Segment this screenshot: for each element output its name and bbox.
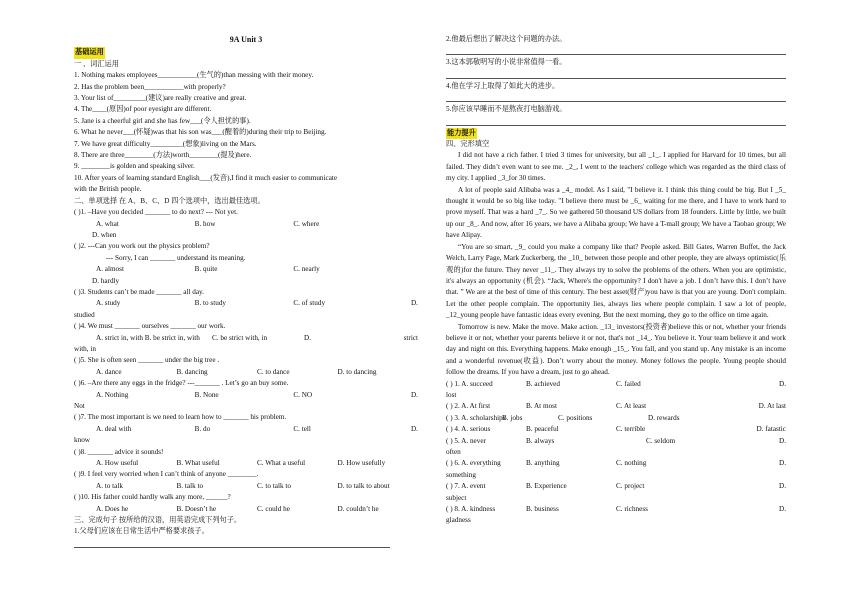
vocab-item: 2. Has the problem been___________with properly? [74, 82, 226, 91]
mc-option: A. Does he [96, 504, 129, 513]
cloze-option: B. Experience [526, 482, 567, 491]
cloze-option-wrap: gladness [446, 516, 471, 525]
mc-option: D. How usefully [337, 459, 386, 468]
vocab-item: 7. We have great difficulty_________(想象)living on the Mars. [74, 139, 257, 148]
cloze-option: D. At last [758, 402, 786, 411]
cloze-option: C. positions [558, 413, 593, 422]
translate-item: 2.他最后想出了解决这个问题的办法。 [446, 35, 567, 43]
mc-option: A. strict in, with B. be strict in, with [96, 333, 200, 342]
mc-option: C. to dance [257, 367, 290, 376]
mc-question: ( )1. –Have you decided _______ to do next? --- Not yet. [74, 208, 238, 217]
answer-line[interactable] [446, 45, 786, 55]
mc-option: B. What useful [176, 459, 220, 468]
mc-option: D. when [92, 230, 117, 239]
answer-line[interactable] [74, 538, 390, 548]
mc-option: B. talk to [176, 481, 204, 490]
cloze-option: C. richness [616, 505, 648, 514]
cloze-option-wrap: something [446, 470, 476, 479]
mc-question: ( )4. We must _______ ourselves _______ our work. [74, 322, 226, 331]
translate-item: 4.他在学习上取得了如此大的进步。 [446, 81, 560, 90]
cloze-option: C. At least [616, 402, 647, 411]
vocab-item: 9. ________is golden and speaking silver. [74, 162, 195, 171]
cloze-options [446, 379, 786, 390]
mc-option: A. to talk [96, 481, 123, 490]
cloze-option: ( ) 5. A. never [446, 436, 486, 445]
mc-option: C. What a useful [257, 459, 306, 468]
mc-option: A. dance [96, 367, 122, 376]
mc-options [74, 504, 418, 515]
translate-item: 1.父母们应该在日常生活中严格要求孩子。 [74, 527, 209, 536]
mc-option: D. [304, 333, 311, 342]
answer-line[interactable] [446, 92, 786, 102]
mc-option: A. study [96, 299, 121, 308]
cloze-options [446, 424, 786, 435]
cloze-paragraph: “You are so smart, _9_ could you make a company like that? People asked. Bill Gates, Warren Buffet, the Jack Welch, Larry Page, Mark Zuckerberg, the _10_ between those people and other people, they are always optimistic(乐观的)for the future. They never _11_. They always try to solve the problems of the others. When you are optimistic, it's always an opportunity (机会). “Jack, Where's the opportunity? I don't have a job. I don’t have this. I don’t have that. ” We are at the best of time of this century. The best asset(财产)you have is that you are young. Don't complain. Let the other people complain. The opportunity lies, always lies where people complain. I saw a lot of people, _12_young people have fantastic ideas every evening. But the next morning, they go to the office on time again. [446, 242, 786, 320]
mc-question: ( )5. She is often seen _______ under the big tree . [74, 356, 220, 365]
mc-option: C. to talk to [257, 481, 291, 490]
cloze-option: C. failed [616, 379, 641, 388]
section-heading-vocab: 一 、词汇运用 [74, 59, 119, 68]
mc-question: ( )6. –Are there any eggs in the fridge? ---_______ . Let’s go an buy some. [74, 379, 289, 388]
cloze-option: C. seldom [646, 436, 676, 445]
mc-option: B. how [194, 219, 216, 228]
mc-option-wrap: know [74, 436, 90, 445]
mc-option: C. nearly [293, 265, 320, 274]
vocab-item: 8. There are three________(方法)worth________(提及)here. [74, 151, 252, 160]
mc-option: B. quite [194, 265, 218, 274]
mc-option: D. hardly [92, 276, 120, 285]
cloze-paragraph: I did not have a rich father. I tried 3 times for university, but all _1_. I applied for Harvard for 10 times, but all failed. They didn’t even want to see me. _2_, I went to the teachers' college which was regarded as the third class of my city. I applied _3_for 30 times. [446, 151, 786, 183]
cloze-option: D. [779, 482, 786, 491]
section-tag-basic: 基础运用 [74, 47, 105, 58]
cloze-option: ( ) 1. A. succeed [446, 379, 493, 388]
section-tag-advanced: 能力提升 [446, 128, 477, 139]
section-heading-translate: 三、完成句子 按所给的汉语，用英语完成下列句子。 [74, 516, 242, 525]
mc-option: B. None [194, 390, 219, 399]
mc-options [74, 367, 418, 378]
mc-option: B. do [194, 424, 211, 433]
mc-question: ( )3. Students can’t be made _______ all day. [74, 287, 204, 296]
mc-options [74, 458, 418, 469]
mc-options [74, 333, 418, 344]
cloze-option-wrap: subject [446, 493, 467, 502]
cloze-options [446, 436, 786, 447]
cloze-option: C. nothing [616, 459, 647, 468]
mc-option: A. deal with [96, 424, 132, 433]
mc-option: B. to study [194, 299, 227, 308]
cloze-option: B. always [526, 436, 555, 445]
vocab-item: 5. Jane is a cheerful girl and she has few___(令人担忧的事). [74, 116, 251, 125]
mc-option: A. almost [96, 265, 124, 274]
mc-option: C. be strict with, in [212, 333, 268, 342]
mc-option: C. tell [293, 424, 311, 433]
mc-options [74, 424, 418, 435]
mc-question-line: --- Sorry, I can _______ understand its meaning. [106, 253, 246, 262]
cloze-option: B. achieved [526, 379, 560, 388]
cloze-option: D. [779, 505, 786, 514]
cloze-options [446, 504, 786, 515]
mc-option-wrap: Not [74, 402, 85, 410]
cloze-option: ( ) 2. A. At first [446, 402, 491, 411]
answer-line[interactable] [446, 69, 786, 79]
cloze-paragraph: A lot of people said Alibaba was a _4_ model. As I said, "I believe it. I think this thing could be big. But I _5_ thought it would be so big like today. "I believe there must be _6_ waiting for me there, and I have to work hard to prove myself. That was a hard _7_. So we gathered 50 thousand US dollars from 18 founders. Little by little, we built up our _8_. And now, after 16 years, we have a Alibaba group; We have a T-mall group; We have a Taobao group; We have Alipay. [446, 185, 786, 240]
mc-option: strict [403, 333, 418, 342]
cloze-options [446, 458, 786, 469]
mc-option: B. Doesn’t he [176, 504, 217, 513]
cloze-option: D. rewards [648, 413, 680, 422]
mc-question: ( )8. _______ advice it sounds! [74, 447, 164, 456]
mc-option: D. [410, 390, 418, 399]
mc-option: C. could he [257, 504, 290, 513]
mc-options [74, 390, 418, 401]
cloze-option: C. project [616, 482, 645, 491]
mc-question: ( )10. His father could hardly walk any more, ______? [74, 493, 231, 502]
mc-option: D. to talk to about [337, 481, 390, 490]
mc-option-wrap: with, in [74, 344, 96, 353]
mc-options [74, 298, 418, 309]
cloze-paragraph: Tomorrow is new. Make the move. Make action. _13_ investors(投资者)believe this or not, whether your friends believe it or not, whether your parents believe it or not, that's not _14_. You believe it. Your team believe it and work day and night on this. Everything happens. Make enough _15_. You fall, and you stand up. Any mistake is an income and a wonderful revenue(收益). Don’t worry about the money. Money follows the people. Young people should follow the dreams. If you have a dream, just to go ahead. [446, 322, 786, 377]
mc-option: A. Nothing [96, 390, 129, 399]
mc-option: C. where [293, 219, 320, 228]
cloze-option: D. [779, 459, 786, 468]
cloze-option: ( ) 3. A. scholarships [446, 413, 506, 422]
mc-option: D. [410, 299, 418, 308]
mc-options [74, 219, 418, 230]
page-title: 9A Unit 3 [229, 35, 263, 44]
mc-options [74, 481, 418, 492]
vocab-item: 6. What he never___(怀疑)was that his son was___(醒着的)during their trip to Beijing. [74, 128, 327, 137]
mc-question: ( )9. I feel very worried when I can’t think of anyone ________. [74, 470, 259, 479]
mc-option: C. of study [293, 299, 326, 308]
mc-question: ( )2. ---Can you work out the physics problem? [74, 242, 210, 251]
cloze-option: C. terrible [616, 425, 646, 434]
cloze-options [446, 401, 786, 412]
translate-item: 5.你应该早睡而不是熬夜打电脑游戏。 [446, 105, 567, 114]
cloze-option: ( ) 8. A. kindness [446, 505, 496, 514]
vocab-item: 1. Nothing makes employees___________(生气的)than messing with their money. [74, 71, 314, 80]
vocab-item: with the British people. [74, 185, 142, 194]
translate-item: 3.这本郭敬明写的小说非常值得一看。 [446, 58, 567, 67]
mc-option: C. NO [293, 390, 313, 399]
answer-line[interactable] [446, 116, 786, 126]
cloze-option-wrap: often [446, 448, 461, 456]
section-heading-cloze: 四、完形填空 [446, 140, 490, 149]
cloze-option: B. jobs [502, 413, 523, 422]
mc-question: ( )7. The most important is we need to learn how to _______ his problem. [74, 413, 287, 422]
mc-option: D. [410, 424, 418, 433]
section-heading-mc: 二、单项选择 在 A、B、C、D 四个选项中，选出最佳选项。 [74, 196, 265, 205]
cloze-options [446, 481, 786, 492]
left-column [74, 34, 418, 550]
vocab-item: 3. Your list of_________(建议)are really creative and great. [74, 94, 247, 103]
cloze-option: D. [779, 379, 786, 388]
cloze-option: B. anything [526, 459, 560, 468]
cloze-option: ( ) 6. A. everything [446, 459, 501, 468]
right-column [446, 34, 786, 527]
cloze-option: B. business [526, 505, 559, 514]
mc-option: A. How useful [96, 459, 139, 468]
mc-options [74, 264, 418, 275]
mc-option-wrap: studied [74, 310, 95, 319]
mc-option: A. what [96, 219, 119, 228]
cloze-option: B. At most [526, 402, 557, 411]
cloze-option: B. peaceful [526, 425, 559, 434]
cloze-option: D. [779, 436, 786, 445]
cloze-option: ( ) 7. A. event [446, 482, 486, 491]
vocab-item: 10. After years of learning standard English___(发音),I find it much easier to communicate [74, 173, 338, 182]
cloze-options [446, 413, 786, 424]
mc-option: B. dancing [176, 367, 208, 376]
mc-option: D. to dancing [337, 367, 377, 376]
mc-option: D. couldn’t he [337, 504, 379, 513]
cloze-option-wrap: lost [446, 390, 457, 399]
cloze-option: ( ) 4. A. serious [446, 425, 491, 434]
cloze-option: D. fatastic [756, 425, 786, 434]
vocab-item: 4. The____(原因)of poor eyesight are different. [74, 105, 212, 114]
